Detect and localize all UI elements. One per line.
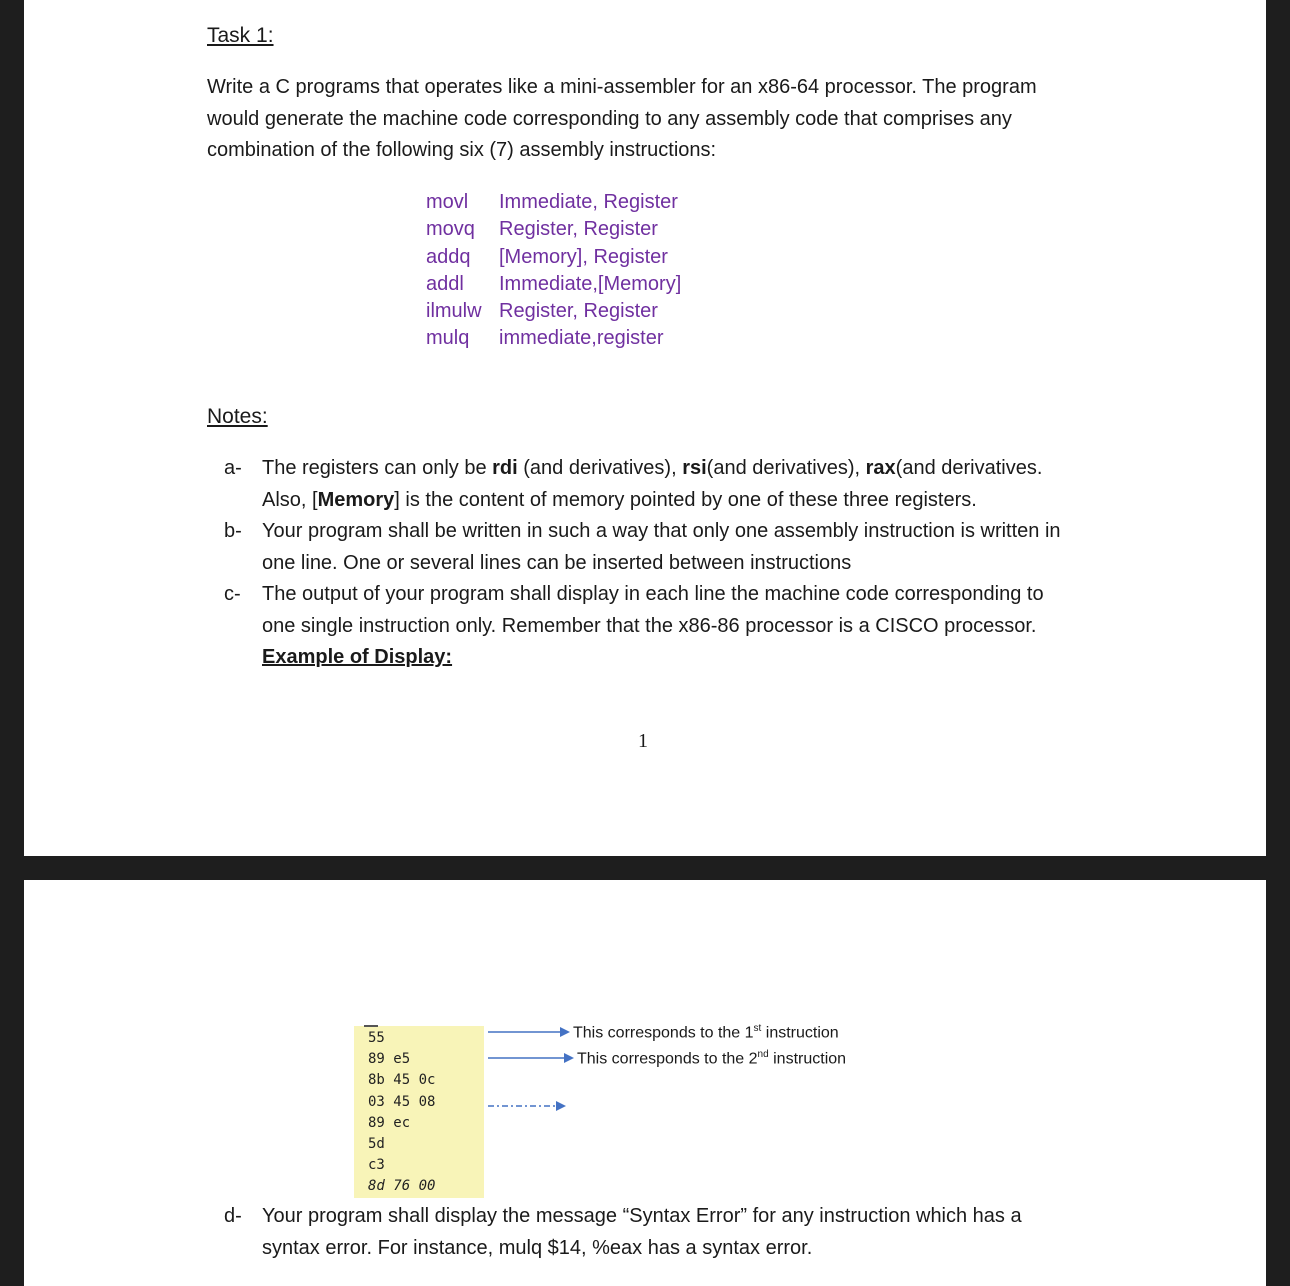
intro-line-3: combination of the following six (7) assembly instructions: bbox=[207, 139, 717, 161]
note-a-line-1: The registers can only be rdi (and derivatives), rsi(and derivatives), rax(and derivatives. bbox=[262, 457, 1043, 479]
annotation-2: This corresponds to the 2nd instruction bbox=[577, 1049, 847, 1068]
note-a-line-2: Also, [Memory] is the content of memory pointed by one of these three registers. bbox=[262, 488, 977, 511]
instruction-item: addq [Memory], Register bbox=[426, 245, 668, 268]
note-a bbox=[262, 453, 1082, 516]
intro-paragraph bbox=[207, 72, 1083, 167]
note-d-line-1: Your program shall display the message “Syntax Error” for any instruction which has a bbox=[262, 1205, 1022, 1227]
cursor-mark bbox=[364, 1025, 378, 1027]
note-c-label: c- bbox=[224, 583, 241, 605]
instruction-item: movl Immediate, Register bbox=[426, 191, 678, 213]
code-line: 8b 45 0c bbox=[368, 1072, 436, 1089]
code-line: 8d 76 00 bbox=[368, 1178, 436, 1195]
notes-title: Notes: bbox=[207, 405, 268, 428]
example-display-box bbox=[354, 1026, 484, 1198]
note-b-line-1: Your program shall be written in such a way that only one assembly instruction is written in bbox=[262, 520, 1061, 542]
code-line: 89 ec bbox=[368, 1114, 411, 1131]
note-a-label: a- bbox=[224, 457, 242, 479]
intro-line-2: would generate the machine code corresponding to any assembly code that comprises any bbox=[207, 107, 1012, 130]
note-d bbox=[262, 1201, 1082, 1264]
code-line: 89 e5 bbox=[368, 1051, 411, 1068]
code-line: c3 bbox=[368, 1157, 385, 1174]
document-page-2 bbox=[24, 880, 1266, 1286]
note-d-label: d- bbox=[224, 1205, 242, 1227]
intro-line-1: Write a C programs that operates like a mini-assembler for an x86-64 processor. The program bbox=[207, 76, 1037, 98]
note-d-block bbox=[224, 1201, 1084, 1271]
instruction-item: ilmulw Register, Register bbox=[426, 300, 658, 323]
arrow-2-icon bbox=[488, 1053, 574, 1063]
code-line: 5d bbox=[368, 1136, 385, 1153]
note-b bbox=[262, 516, 1082, 579]
note-c bbox=[262, 579, 1082, 674]
page-number: 1 bbox=[638, 730, 648, 752]
code-line: 03 45 08 bbox=[368, 1093, 436, 1110]
notes-list bbox=[224, 453, 1084, 683]
code-line: 55 bbox=[368, 1030, 385, 1046]
note-d-line-2: syntax error. For instance, mulq $14, %eax has a syntax error. bbox=[262, 1236, 813, 1259]
task-title: Task 1: bbox=[207, 24, 274, 47]
instruction-item: addl Immediate,[Memory] bbox=[426, 272, 682, 295]
note-c-line-1: The output of your program shall display in each line the machine code corresponding to bbox=[262, 583, 1044, 605]
annotation-1: This corresponds to the 1st instruction bbox=[573, 1023, 839, 1042]
instruction-item: movq Register, Register bbox=[426, 218, 658, 241]
note-b-line-2: one line. One or several lines can be inserted between instructions bbox=[262, 551, 852, 574]
note-b-label: b- bbox=[224, 520, 242, 542]
document-page-1 bbox=[24, 0, 1266, 856]
example-title: Example of Display: bbox=[262, 646, 453, 668]
instruction-item: mulq immediate,register bbox=[426, 327, 664, 350]
instruction-list bbox=[426, 189, 681, 353]
dashed-arrow-icon bbox=[488, 1101, 566, 1111]
note-c-line-2: one single instruction only. Remember that the x86-86 processor is a CISCO processor. bbox=[262, 614, 1037, 637]
annotation-arrows bbox=[484, 1020, 584, 1120]
arrow-1-icon bbox=[488, 1027, 570, 1037]
